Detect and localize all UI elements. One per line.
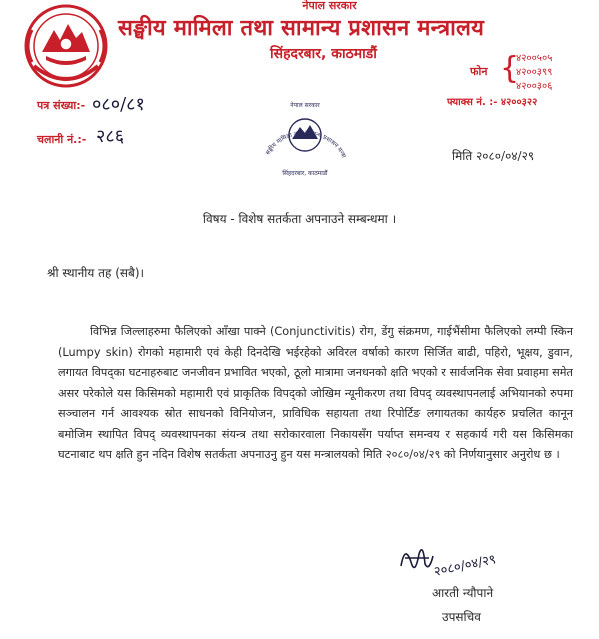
dispatch-number-label: चलानी नं.:- [37, 133, 87, 146]
handwritten-signature [395, 536, 505, 586]
letter-addressee: श्री स्थानीय तह (सबै)। [47, 266, 145, 280]
phone-number: ४२००५०५ [516, 53, 553, 64]
phone-number: ४२००३९९ [516, 67, 553, 78]
fax-row [447, 94, 537, 108]
phone-label: फोन [470, 65, 488, 78]
signer-title: उपसचिव [442, 610, 481, 624]
date-value: २०८०/०४/२९ [476, 149, 535, 163]
fax-number: ४२००३२२ [500, 97, 538, 108]
ministry-stamp [250, 95, 360, 185]
signature-date: २०८०/०४/२९ [432, 552, 498, 580]
fax-label: फ्याक्स नं. :- [447, 97, 498, 108]
letter-body: विभिन्न जिल्लाहरुमा फैलिएको आँखा पाक्ने (Conjunctivitis) रोग, डेंगु संक्रमण, गाईभैंसीमा फैलिएको लम्पी स्किन (Lumpy skin) रोगको महामारी एवं केही दिनदेखि भईरहेको अविरल वर्षाको कारण सिर्जित बाढी, पहिरो, भूक्षय, डुवान, लगायत विपद्का घटनाहरुबाट जनजीवन प्रभावित भएको, ठूलो मात्रामा जनधनको क्षति भएको र सार्वजनिक सेवा प्रवाहमा समेत असर परेकोले यस किसिमको महामारी एवं प्राकृतिक विपद्को जोखिम न्यूनीकरण तथा विपद् व्यवस्थापनलाई अभियानको रुपमा सञ्चालन गर्न आवश्यक स्रोत साधनको विनियोजन, प्राविधिक सहायता तथा रिपोर्टिङ लगायतका कार्यहरु प्रचलित कानून बमोजिम स्थापित विपद् व्यवस्थापनका संयन्त्र तथा सरोकारवाला निकायसँग पर्याप्त समन्वय र सहकार्य गरी यस किसिमका घटनाबाट थप क्षति हुन नदिन विशेष सतर्कता अपनाउनु हुन यस मन्त्रालयको मिति २०८०/०४/२९ को निर्णयानुसार अनुरोध छ । [58, 325, 573, 461]
phone-block [470, 50, 595, 92]
letter-subject: विषय - विशेष सतर्कता अपनाउने सम्बन्धमा । [202, 212, 397, 226]
brace-icon: { [500, 51, 520, 86]
ministry-address: सिंहदरबार, काठमाडौं [270, 46, 377, 62]
letter-number-label: पत्र संख्या:- [37, 99, 86, 112]
phone-number: ४२००३०६ [516, 81, 553, 92]
nepal-emblem-icon [20, 0, 112, 92]
government-name: नेपाल सरकार [302, 0, 357, 12]
stamp-bottom-text: सिंहदरबार, काठमाडौं [282, 170, 328, 177]
letter-date [452, 147, 534, 164]
date-label: मिति [452, 149, 473, 163]
stamp-ring-text: सङ्घीय मामिला तथा सामान्य प्रशासन मन्त्रा [264, 129, 348, 160]
dispatch-number-value: २८६ [96, 126, 125, 147]
ministry-name: सङ्घीय मामिला तथा सामान्य प्रशासन मन्त्रालय [118, 16, 485, 41]
signer-name: आरती न्यौपाने [432, 586, 494, 600]
letter-number-value: ०८०/८१ [92, 94, 145, 115]
stamp-top-text: नेपाल सरकार [290, 102, 320, 109]
